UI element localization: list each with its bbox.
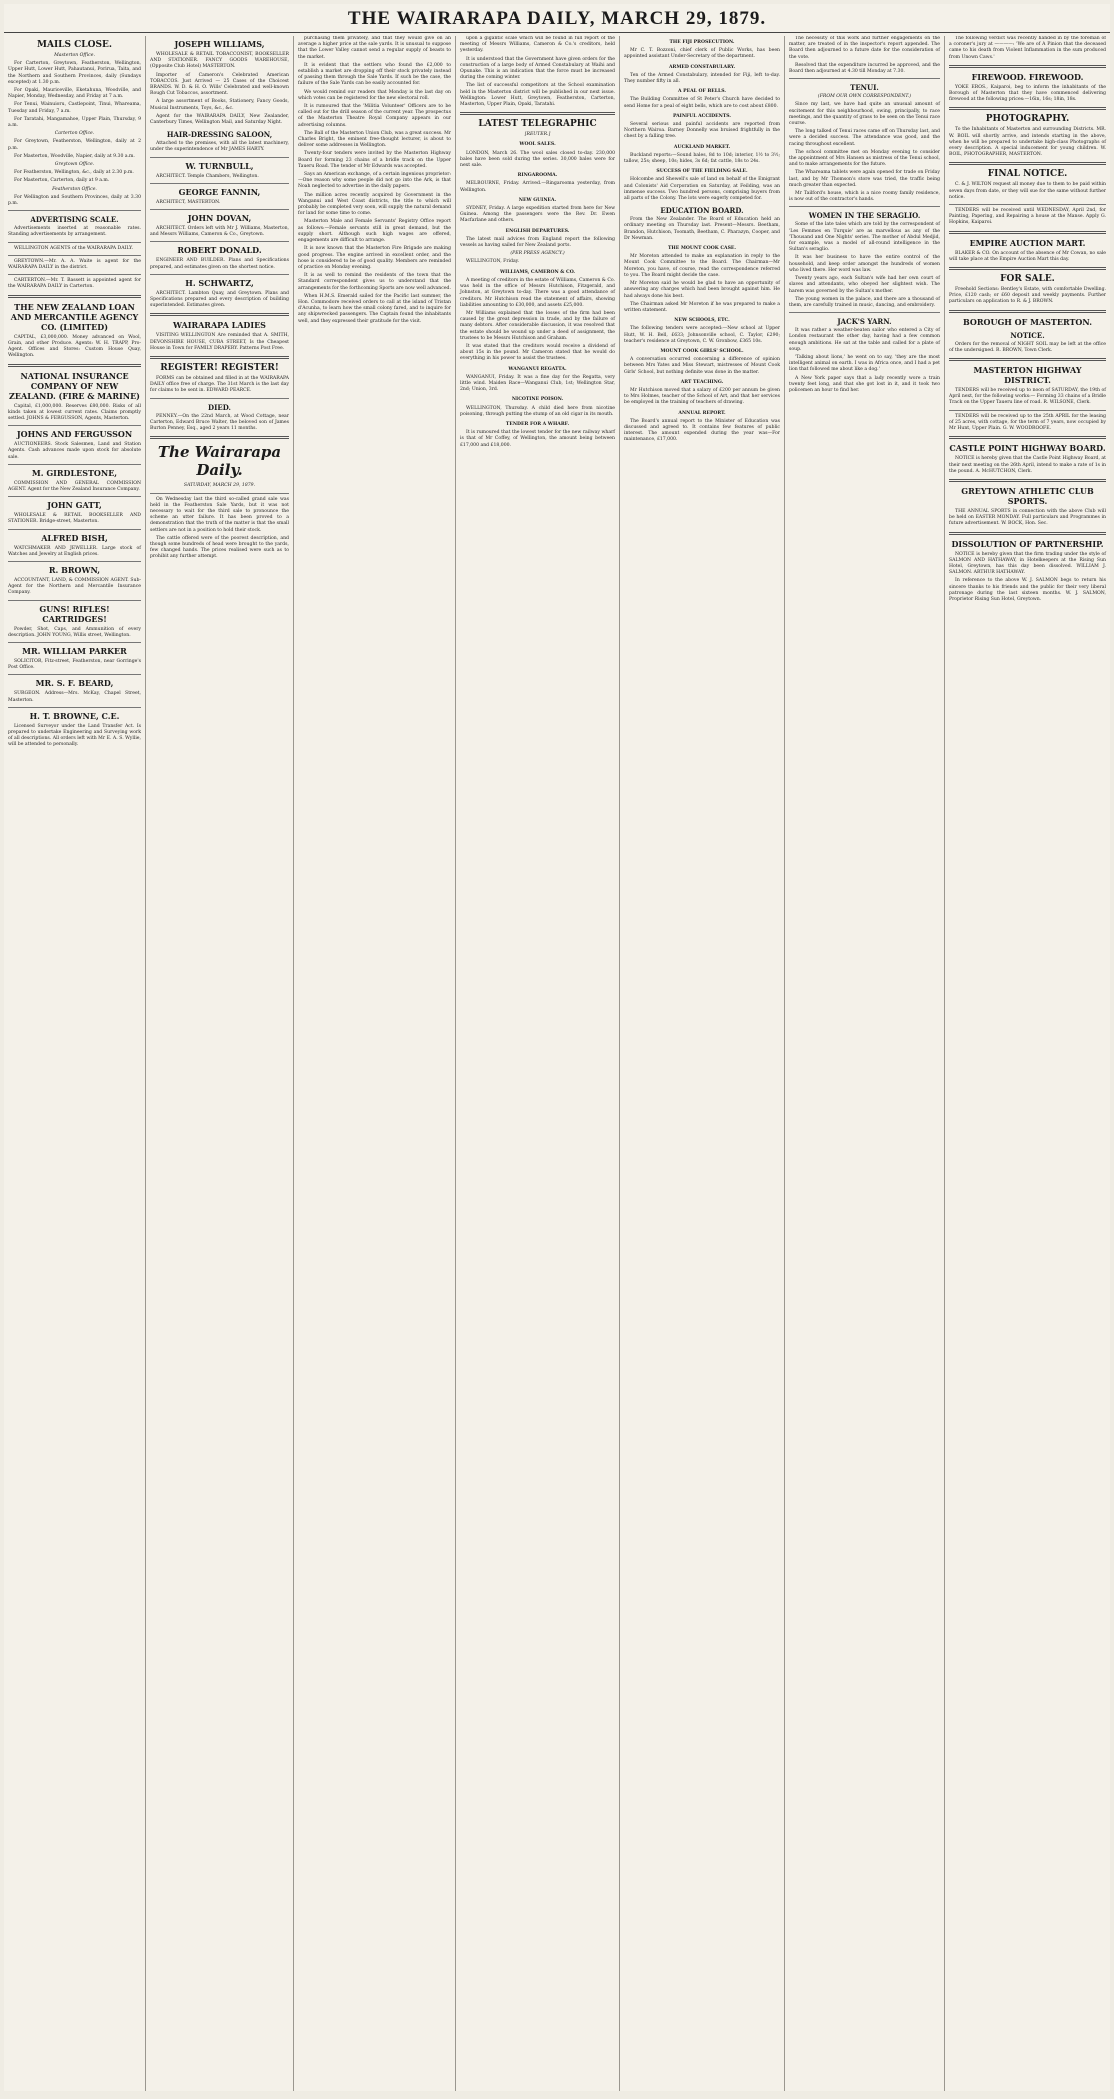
schwartz-heading: H. SCHWARTZ, xyxy=(185,277,254,288)
divider xyxy=(8,255,141,256)
bish-heading: ALFRED BISH, xyxy=(41,532,108,543)
paragraph: ARCHITECT. Temple Chambers, Wellington. xyxy=(156,173,259,179)
correspondent-label: (FROM OUR OWN CORRESPONDENT.) xyxy=(817,94,912,100)
paragraph: Mr Moreton said he would be glad to have an opportunity of answering any charges which had been brought against him. He had always done his best. xyxy=(624,281,780,299)
column-3 xyxy=(294,36,456,2091)
divider xyxy=(8,464,141,465)
hair-saloon-heading: HAIR-DRESSING SALOON, xyxy=(166,130,273,140)
paragraph: For Wellington and Southern Provinces, daily at 3.30 p.m. xyxy=(8,194,141,207)
divider xyxy=(150,274,289,275)
paragraph: The million acres recently acquired by Government in the Wanganui and West Coast districts, the title to which will probably be completed very soon, will supply the natural demand for land for some time to come. xyxy=(298,192,451,217)
paragraph: When H.M.S. Emerald sailed for the Pacific last summer, the Hon. Commodore received orders to call at the island of Tristan d'Acunha, to learn how the small colony fared, and to inquire for any shipwrecked passengers. The Captain found the inhabitants well, and they expressed their gratitude for the visit. xyxy=(298,293,451,324)
paragraph: It is now known that the Masterton Fire Brigade are making good progress. The engine arrived in excellent order, and the hose is considered to be of good quality. Members are reminded of practice on Monday evening. xyxy=(298,246,451,270)
dateline: WELLINGTON, Friday. xyxy=(466,259,520,265)
divider xyxy=(150,241,289,242)
paragraph: SYDNEY, Friday. A large expedition started from here for New Guinea. Among the passengers were the Rev. Dr. Ewen Macfarlane and others. xyxy=(460,206,615,224)
peal-of-bells-heading: A PEAL OF BELLS. xyxy=(678,89,726,95)
column-7 xyxy=(945,36,1110,2091)
paragraph: ARCHITECT, MASTERTON. xyxy=(156,199,221,205)
column-6 xyxy=(785,36,945,2091)
paragraph: It was rather a weather-beaten sailor who entered a City of London restaurant the other day, having had a few common enough ambitions. He sat at the table and called for a plate of soup. xyxy=(789,328,940,352)
paragraph: ARCHITECT. Orders left with Mr J. Williams, Masterton, and Messrs Williams, Cameron & Co., Greytown. xyxy=(150,226,289,238)
paragraph: ACCOUNTANT, LAND, & COMMISSION AGENT. Sub-Agent for the Northern and Mercantile Insurance Company. xyxy=(8,577,141,596)
paragraph: It was her business to have the entire control of the household, and keep order amongst the hundreds of women who lived there. Her word was law. xyxy=(789,255,940,273)
paragraph: Says an American exchange, of a certain ingenious proprietor:—One reason why some people did not go into the Ark, is that Noah neglected to advertise in the daily papers. xyxy=(298,172,451,190)
paragraph: NOTICE is hereby given that the firm trading under the style of SALMON AND HATHAWAY, in Hotelkeepers at the Rising Sun Hotel, Greytown, has this day been dissolved. WILLIAM J. SALMON. ARTHUR HATHAWAY. xyxy=(949,551,1106,576)
paragraph: It is as well to remind the residents of the town that the Standard correspondent gives us to understand that the arrangements for the forthcoming Sports are now well advanced. xyxy=(298,273,451,291)
ladies-heading: WAIRARAPA LADIES xyxy=(173,320,266,331)
donald-heading: ROBERT DONALD. xyxy=(177,245,262,256)
divider xyxy=(8,274,141,275)
paragraph: Buckland reports:—Sound bales, 8d to 10d; interior, 1½ to 3½; tallow, 25s; sheep, 10s; hides, 3s 6d; fat cattle, 18s to 24s. xyxy=(624,152,780,165)
paragraph: For Masterton, Woodville, Napier, daily at 9.30 a.m. xyxy=(14,153,135,159)
columns xyxy=(4,36,1110,2091)
mount-cook-heading: THE MOUNT COOK CASE. xyxy=(667,246,737,252)
paragraph: Powder, Shot, Caps, and Ammunition of every description. JOHN YOUNG, Willis street, Wellington. xyxy=(8,626,141,638)
national-insurance-heading: NATIONAL INSURANCE COMPANY OF NEW ZEALAND. (FIRE & MARINE) xyxy=(9,370,140,401)
dovan-heading: JOHN DOVAN, xyxy=(187,213,252,224)
paragraph: Mr Hutchison moved that a salary of £200 per annum be given to Mrs Holmes, teacher of the School of Art, and that her services be employed in the training of teachers of drawing. xyxy=(624,387,780,406)
athletic-sports-heading: GREYTOWN ATHLETIC CLUB SPORTS. xyxy=(961,485,1094,506)
paragraph: Several serious and painful accidents are reported from Northern Wairoa. Barney Donnelly was bruised frightfully in the chest by a falling tree. xyxy=(624,122,780,140)
painful-accidents-heading: PAINFUL ACCIDENTS. xyxy=(672,113,731,119)
divider xyxy=(150,493,289,494)
divider xyxy=(150,436,289,439)
divider xyxy=(150,313,289,316)
paragraph: WANGANUI, Friday. It was a fine day for the Regatta, very little wind. Maiden Race—Wanganui Club, 1st; Wellington Star, 2nd; Union, 3rd. xyxy=(460,374,615,393)
paragraph: Licensed Surveyor under the Land Transfer Act. Is prepared to undertake Engineering and Surveying work of all descriptions. All orders left with Mr E. A. S. Wyllie, will be attended to personally. xyxy=(8,723,141,748)
paragraph: Agent for the WAIRARAPA DAILY, New Zealander, Canterbury Times, Wellington Mail, and Saturday Night. xyxy=(150,113,289,126)
paragraph: SOLICITOR, Fitz-street, Featherston, near Gorringe's Post Office. xyxy=(8,658,141,671)
paragraph: YOKE EROS., Kaiparoi, beg to inform the inhabitants of the Borough of Masterton that they have commenced delivering firewood at the following prices:—16in, 16s; 18in, 18s. xyxy=(949,84,1106,103)
paragraph: NOTICE is hereby given that the Castle Point Highway Board, at their next meeting on the 26th April, intend to make a rate of 1s in the pound. A. McHUTCHON, Clerk. xyxy=(949,456,1106,474)
issue-date: SATURDAY, MARCH 29, 1879. xyxy=(183,483,256,489)
paragraph: WHOLESALE & RETAIL BOOKSELLER AND STATIONER. Bridge-street, Masterton. xyxy=(8,513,141,525)
paragraph: VISITING WELLINGTON Are reminded that A. SMITH, DEVONSHIRE HOUSE, CUBA STREET, Is the Cheapest House in Town for FAMILY DRAPERY. Patterns Post Free. xyxy=(150,333,289,351)
column-1 xyxy=(4,36,146,2091)
paragraph: We would remind our readers that Monday is the last day on which votes can be registered for the new electoral roll. xyxy=(298,89,451,101)
paragraph: For Opaki, Mauriceville, Eketahuna, Woodville, and Napier, Monday, Wednesday, and Friday at 7 a.m. xyxy=(8,88,141,100)
brown-heading: R. BROWN, xyxy=(48,564,101,575)
paragraph: WHOLESALE & RETAIL TOBACCONIST, BOOKSELLER AND STATIONER. FANCY GOODS WAREHOUSE, (Opposite Club Hotel) MASTERTON. xyxy=(150,52,289,70)
divider xyxy=(949,358,1106,361)
latest-telegraphic-heading: LATEST TELEGRAPHIC xyxy=(478,119,597,130)
education-board-heading: EDUCATION BOARD. xyxy=(660,206,744,216)
divider xyxy=(949,479,1106,482)
paragraph: Advertisements inserted at reasonable rates. Standing advertisements by arrangement. xyxy=(8,226,141,238)
paragraph: It was stated that the creditors would receive a dividend of about 15s in the pound. Mr Cameron stated that he would do everything in his power to assist the trustees. xyxy=(460,343,615,362)
paragraph: WELLINGTON AGENTS of the WAIRARAPA DAILY. xyxy=(14,245,134,251)
divider xyxy=(789,312,940,313)
new-schools-heading: NEW SCHOOLS, ETC. xyxy=(674,318,730,324)
for-sale-heading: FOR SALE. xyxy=(1000,274,1055,285)
newspaper-page xyxy=(4,4,1110,2091)
paragraph: A meeting of creditors in the estate of Williams, Cameron & Co. was held in the office of Messrs Hutchison, Fitzgerald, and Johnston, at Greytown to-day. There was a good attendance of creditors. Mr Hutchison read the statement of affairs, showing liabilities amounting to £30,000, and assets £25,000. xyxy=(460,277,615,308)
empire-auction-heading: EMPIRE AUCTION MART. xyxy=(969,237,1086,248)
seraglio-heading: WOMEN IN THE SERAGLIO. xyxy=(808,211,921,221)
paragraph: Mr Williams explained that the losses of the firm had been caused by the great depression in trade, and by the failure of many debtors. After considerable discussion, it was resolved that the estate should be wound up under a deed of assignment, the trustees to be Messrs Hutchison and Graham. xyxy=(460,310,615,341)
art-teaching-heading: ART TEACHING. xyxy=(680,379,724,385)
wcc-heading: WILLIAMS, CAMERON & CO. xyxy=(499,269,576,275)
paragraph: The following verdict was recently handed in by the foreman of a coroner's jury at ————: 'We are of A Pinion that the deceased came to his death from Violent Inflammation in the sum produced from Unown Caws.' xyxy=(949,36,1106,60)
paragraph: The latest mail advices from England report the following vessels as having sailed for New Zealand ports. xyxy=(460,236,615,249)
paragraph: Mr Moreton attended to make an explanation in reply to the Mount Cook Committee to the Board. The Chairman—Mr Moreton, you have, of course, read the correspondence referred to you. The Board might decide the case. xyxy=(624,254,780,278)
williams-heading: JOSEPH WILLIAMS, xyxy=(174,39,265,49)
masthead-title: THE WAIRARAPA DAILY, MARCH 29, 1879. xyxy=(347,8,767,29)
paragraph: BLAKER & CO. On account of the absence of Mr Cowan, no sale will take place at the Empire Auction Mart this day. xyxy=(949,250,1106,262)
divider xyxy=(150,183,289,184)
paragraph: LONDON, March 26. The wool sales closed to-day. 230,000 bales have been sold during the series. 30,000 bales were for next sale. xyxy=(460,150,615,169)
jacks-yarn-heading: JACK'S YARN. xyxy=(837,317,892,327)
browne-heading: H. T. BROWNE, C.E. xyxy=(29,710,120,721)
advertising-heading: ADVERTISING SCALE. xyxy=(30,215,119,225)
paragraph: The school committee met on Monday evening to consider the appointment of Mrs Hansen as mistress of the Tenui school, and to make arrangements for the future. xyxy=(789,149,940,168)
paragraph: TENDERS will be received up to the 25th APRIL for the leasing of 25 acres, with cottage, for the term of 7 years, now occupied by Mr Hunt, Upper Plain. G. W. WOODROOFE. xyxy=(949,413,1106,432)
final-notice-heading: FINAL NOTICE. xyxy=(987,169,1068,180)
tenui-heading: TENUI. xyxy=(850,83,879,93)
paragraph: It is rumoured that the 'Militia Volunteer' Officers are to be called out for the drill season of the current year. The prospectus of the Masterton Theatre Royal Company appears in our advertising columns. xyxy=(298,104,451,128)
paragraph: TENDERS will be received up to noon of SATURDAY, the 19th of April next, for the following works:— Forming 33 chains of a Bridle Track on the Upper Taueru line of road. R. WILSONE, Clerk. xyxy=(949,388,1106,406)
notice-heading: NOTICE. xyxy=(1010,330,1045,340)
girls-school-heading: MOUNT COOK GIRLS' SCHOOL. xyxy=(660,348,744,354)
fiji-heading: THE FIJI PROSECUTION. xyxy=(669,40,735,45)
paragraph: The Chairman asked Mr Moreton if he was prepared to make a written statement. xyxy=(624,301,780,313)
divider xyxy=(8,425,141,426)
divider xyxy=(8,707,141,708)
nicotine-heading: NICOTINE POISON. xyxy=(511,397,564,403)
paragraph: CAPITAL, £3,000,000. Money advanced on Wool, Grain, and other Produce. Agents: W. H. TRAPP, Pro-Agent. Offices and Stores: Custom House Quay, Wellington. xyxy=(8,334,141,359)
paragraph: AUCTIONEERS. Stock Salesmen, Land and Station Agents. Cash advances made upon stock for absolute sale. xyxy=(8,442,141,460)
paragraph: For Featherston, Wellington, &c., daily at 2.30 p.m. xyxy=(14,170,134,176)
paragraph: CARTERTON.—Mr. T. Bassett is appointed agent for the WAIRARAPA DAILY in Carterton. xyxy=(8,278,141,290)
divider xyxy=(8,561,141,562)
column-2 xyxy=(146,36,294,2091)
paragraph: Importer of Cameron's Celebrated American TOBACCOS. Just Arrived — 25 Cases of the Choicest BRANDS. W. D. & H. O. Wills' Celebrated and well-known Rough Cut Tobaccos, assortment. xyxy=(150,72,289,97)
paragraph: Capital, £1,000,000. Reserves £80,000. Risks of all kinds taken at lowest current rates. Claims promptly settled. JOHNS & FERGUSSON, Agents, Masterton. xyxy=(8,403,141,421)
paragraph: In reference to the above W. J. SALMON begs to return his sincere thanks to his friends and the public for their very liberal patronage during the last sixteen months. W. J. SALMON, Proprietor Rising Sun Hotel, Greytown. xyxy=(949,578,1106,602)
girdlestone-heading: M. GIRDLESTONE, xyxy=(31,467,118,478)
paragraph: The Whareama tablets were again opened for trade on Friday last, and by Mr Thomson's store was tried, the traffic being much greater than expected. xyxy=(789,170,940,188)
paragraph: For Greytown, Featherston, Wellington, daily at 2 p.m. xyxy=(8,139,141,151)
paragraph: On Wednesday last the third so-called grand sale was held in the Featherston Sale Yards, but it was not necessary to wait for the third sale to pronounce the scheme an utter failure. It has been proved to a demonstration that the truth of the matter is that the small settlers are not in a position to hold their stock. xyxy=(150,496,289,533)
divider xyxy=(8,642,141,643)
paragraph: COMMISSION AND GENERAL COMMISSION AGENT. Agent for the New Zealand Insurance Company. xyxy=(8,480,141,492)
paragraph: Resolved that the expenditure incurred be approved, and the Board then adjourned at 4.30 till Monday at 7.30. xyxy=(789,62,940,75)
divider xyxy=(949,65,1106,68)
paragraph: Since my last, we have had quite an unusual amount of excitement for this neighbourhood, owing, principally, to race meetings, and the quantity of grass to be seen on the Tenui race course. xyxy=(789,102,940,127)
paragraph: The list of successful competitors at the School examination held in the Masterton district will be published in our next issue. Wellington: Lower Hutt, Greytown, Featherston, Carterton, Masterton, Upper Plain, Opaki, Taratahi. xyxy=(460,83,615,108)
annual-report-heading: ANNUAL REPORT. xyxy=(678,410,726,416)
divider xyxy=(150,356,289,359)
paragraph: FORMS can be obtained and filled in at the WAIRARAPA DAILY office free of charge. The 31st March is the last day for claims to be sent in. EDWARD PEARCE. xyxy=(150,376,289,394)
paragraph: For Carterton, Greytown, Featherston, Wellington, Upper Hutt, Lower Hutt, Pahautanui, Porirua, Taita, and the Northern and Southern Provinces, daily (Sundays excepted) at 1.30 p.m. xyxy=(8,61,141,85)
featherston-office-heading: Featherston Office. xyxy=(52,186,97,192)
paragraph: 'Talking about lions,' he went on to say, 'they are the most intelligent animal on earth. I was in Africa once, and I had a pet lion that followed me about like a dog.' xyxy=(789,354,940,373)
divider xyxy=(949,532,1106,535)
divider xyxy=(949,410,1106,411)
paragraph: From the New Zealander. The Board of Education held an ordinary meeting on Thursday last. Present—Messrs. Beetham, Brandon, Hutchison, Toomath, Beetham, C. Pharazyn, Cooper, and Dr Newman. xyxy=(624,217,780,241)
turnbull-heading: W. TURNBULL, xyxy=(185,160,254,171)
paragraph: WATCHMAKER AND JEWELLER. Large stock of Watches and Jewelry at English prices. xyxy=(8,545,141,557)
wool-sales-heading: WOOL SALES. xyxy=(519,142,556,148)
paragraph: It is rumoured that the lowest tender for the new railway wharf is that of Mr Coffey, of Wellington, the amount being between £17,000 and £18,000. xyxy=(460,430,615,448)
paragraph: MELBOURNE, Friday. Arrived.—Ringarooma yesterday, from Wellington. xyxy=(460,181,615,193)
paragraph: THE ANNUAL SPORTS in connection with the above Club will be held on EASTER MONDAY. Full particulars and Programmes in future advertisement. W. BOCK, Hon. Sec. xyxy=(949,508,1106,527)
paragraph: To the Inhabitants of Masterton and surrounding Districts. MR. W. BOIL will shortly arrive, and intends starting in the above, when he will be prepared to undertake high-class Photographs of every description. A special inducement for young children. W. BOIL, PHOTOGRAPHER, MASTERTON. xyxy=(949,127,1106,158)
johns-fergusson-heading: JOHNS AND FERGUSSON xyxy=(16,429,133,440)
column-5 xyxy=(620,36,785,2091)
divider xyxy=(150,398,289,399)
borough-heading: BOROUGH OF MASTERTON. xyxy=(963,316,1092,327)
parker-heading: MR. WILLIAM PARKER xyxy=(22,645,127,656)
paragraph: Twenty-four tenders were invited by the Masterton Highway Board for forming 23 chains of a bridle track on the Upper Taueru Road. The tender of Mr Edwards was accepted. xyxy=(298,151,451,169)
paragraph: WELLINGTON, Thursday. A child died here from nicotine poisoning, through putting the stump of an old cigar in its mouth. xyxy=(460,405,615,417)
wharf-heading: TENDER FOR A WHARF. xyxy=(505,421,570,427)
ringarooma-heading: RINGAROOMA. xyxy=(517,173,558,179)
divider xyxy=(150,157,289,158)
paragraph: The young women in the palace, and there are a thousand of them, are carefully trained in music, dancing, and embroidery. xyxy=(789,296,940,308)
paragraph: The cattle offered were of the poorest description, and though some hundreds of head were brought to the yards, few changed hands. The prices realised were such as to prohibit any further attempt. xyxy=(150,535,289,560)
paragraph: The necessity of this work and further engagements on the matter, are treated of in the inspector's report appended. The Board then adjourned to a future date for the consideration of the vote. xyxy=(789,36,940,60)
divider xyxy=(460,112,615,115)
register-heading: REGISTER! REGISTER! xyxy=(160,363,279,374)
dissolution-heading: DISSOLUTION OF PARTNERSHIP. xyxy=(951,538,1104,549)
paragraph: For Masterton, Carterton, daily at 9 a.m. xyxy=(14,178,110,184)
paragraph: Mr C. T. Bozzoni, chief clerk of Public Works, has been appointed assistant Under-Secretary of the department. xyxy=(624,48,780,60)
paragraph: The Ball of the Masterton Union Club, was a great success. Mr Charles Bright, the eminent free-thought lecturer, is about to deliver some addresses in Wellington. xyxy=(298,130,451,149)
paragraph: Mr Tailford's house, which is a nice roomy family residence, is now out of the contractor's hands. xyxy=(789,191,940,203)
died-heading: DIED. xyxy=(208,402,231,412)
paragraph: TENDERS will be received until WEDNESDAY, April 2nd, for Painting, Papering, and Repairing a house at the Manse. Apply G. Hopkins, Kaiparoi. xyxy=(949,208,1106,226)
new-guinea-heading: NEW GUINEA. xyxy=(518,197,557,203)
divider xyxy=(949,310,1106,313)
paragraph: Freehold Sections: Bentley's Estate, with comfortable Dwelling. Price, £120 cash; or £60 deposit and weekly payments. Further particulars on application to R. & J. BROWN. xyxy=(949,287,1106,305)
mails-close-heading: MAILS CLOSE. xyxy=(37,40,112,50)
divider xyxy=(8,295,141,298)
english-departures-heading: ENGLISH DEPARTURES. xyxy=(505,228,570,234)
fannin-heading: GEORGE FANNIN, xyxy=(178,186,261,197)
divider xyxy=(8,496,141,497)
divider xyxy=(949,107,1106,110)
masterton-office-heading: Masterton Office. xyxy=(54,53,95,58)
guns-heading: GUNS! RIFLES! CARTRIDGES! xyxy=(39,603,110,624)
divider xyxy=(949,436,1106,439)
divider xyxy=(949,204,1106,205)
paragraph: The following tenders were accepted:—New school at Upper Hutt, W. H. Bell, £633; Johnsonville school, C. Taylor, £290; teacher's residence at Greytown, C. W. Gronbow, £365 10s. xyxy=(624,326,780,344)
paragraph: A conversation occurred concerning a difference of opinion between Mrs Yates and Miss Stewart, mistresses of Mount Cook Girls' School, but nothing definite was done in the matter. xyxy=(624,357,780,375)
armed-constabulary-heading: ARMED CONSTABULARY. xyxy=(668,64,736,70)
firewood-heading: FIREWOOD. FIREWOOD. xyxy=(971,71,1084,82)
divider xyxy=(150,209,289,210)
divider xyxy=(789,206,940,207)
masthead xyxy=(4,6,1110,33)
greytown-office-heading: Greytown Office. xyxy=(54,162,95,168)
paragraph: PENNEY.—On the 22nd March, at Wood Cottage, near Carterton, Edward Bruce Walter, the beloved son of James Burton Penney, Esq., aged 2 years 11 months. xyxy=(150,413,289,432)
column-4 xyxy=(456,36,620,2091)
nz-loan-heading: THE NEW ZEALAND LOAN AND MERCANTILE AGENCY CO. (LIMITED) xyxy=(10,301,139,332)
reuter-label: [REUTER.] xyxy=(524,132,551,138)
paragraph: Some of the late tales which are told by the correspondent of 'Les Femmes en Turquie' are as marvellous as any of the 'Thousand and One Nights' series. The mother of Abdul Medjid, for example, was a model of all-round intelligence in the Sultan's seraglio. xyxy=(789,222,940,253)
paragraph: Orders for the removal of NIGHT SOIL may be left at the office of the undersigned. R. BROWN, Town Clerk. xyxy=(949,341,1106,353)
beard-heading: MR. S. F. BEARD, xyxy=(35,678,114,689)
paragraph: Attached to the premises, with all the latest machinery, under the superintendence of Mr JAMES HARTY. xyxy=(150,141,289,153)
paragraph: The Building Committee of St Peter's Church have decided to send Home for a peal of eight bells, which are to cost about £800. xyxy=(624,97,780,109)
paragraph: Ten of the Armed Constabulary, intended for Fiji, left to-day. They number fifty in all. xyxy=(624,72,780,85)
paragraph: C. & J. WILTON request all money due to them to be paid within seven days from date, or they will sue for the same without further notice. xyxy=(949,182,1106,200)
highway-district-heading: MASTERTON HIGHWAY DISTRICT. xyxy=(973,365,1082,386)
paragraph: upon a gigantic scale which will be found in full report of the meeting of Messrs Williams, Cameron & Co.'s creditors, held yesterday. xyxy=(460,36,615,54)
auckland-market-heading: AUCKLAND MARKET. xyxy=(673,144,731,150)
divider xyxy=(8,600,141,601)
paragraph: A New York paper says that a lady recently wore a train twenty feet long, and that she got lost in it, and it took two policemen an hour to find her. xyxy=(789,375,940,393)
fielding-sale-heading: SUCCESS OF THE FIELDING SALE. xyxy=(656,169,748,175)
paragraph: Holcombe and Shewell's sale of land on behalf of the Emigrant and Colonists' Aid Corporation on Saturday, at Feilding, was an immense success. Two hundred persons, comprising buyers from all parts of the Colony. The lots were eagerly competed for. xyxy=(624,177,780,202)
divider xyxy=(949,162,1106,165)
paragraph: For Tenui, Wainuioru, Castlepoint, Tinui, Whareama, Tuesday and Friday, 7 a.m. xyxy=(8,102,141,114)
divider xyxy=(8,242,141,243)
paragraph: It is understood that the Government have given orders for the construction of a large body of Armed Constabulary at Waihi and Opunake. This is an indication that the force must be increased during the coming winter. xyxy=(460,56,615,81)
photography-heading: PHOTOGRAPHY. xyxy=(985,114,1070,125)
paragraph: purchasing them privately, and that they would give on an average a higher price at the sale yards. It is unusual to suppose that the Lower Valley cannot send a regular supply of beasts to the market. xyxy=(298,36,451,60)
gatt-heading: JOHN GATT, xyxy=(47,500,102,511)
regatta-heading: WANGANUI REGATTA. xyxy=(508,366,567,372)
divider xyxy=(949,267,1106,270)
paragraph: The Board's annual report to the Minister of Education was discussed and agreed to. It contains few features of public interest. The amount expended during the year was—For maintenance, £17,000. xyxy=(624,418,780,443)
press-agency-label: (PER PRESS AGENCY.) xyxy=(510,251,565,257)
paragraph: A large assortment of Books, Stationery, Fancy Goods, Musical Instruments, Toys, &c., &c. xyxy=(150,99,289,111)
carterton-office-heading: Carterton Office. xyxy=(54,131,95,137)
divider xyxy=(8,529,141,530)
nameplate: The Wairarapa Daily. xyxy=(157,443,282,480)
divider xyxy=(8,210,141,211)
divider xyxy=(8,364,141,367)
divider xyxy=(789,78,940,79)
divider xyxy=(8,674,141,675)
paragraph: It is evident that the settlers who found the £2,000 to establish a market are dropping off their stock privately instead of passing them through the Sale Yards. If such be the case, the failure of the Sale Yards can be easily accounted for. xyxy=(298,62,451,87)
paragraph: ENGINEER AND BUILDER. Plans and Specifications prepared, and estimates given on the shortest notice. xyxy=(150,258,289,270)
paragraph: GREYTOWN.—Mr. A. A. Waite is agent for the WAIRARAPA DAILY in the district. xyxy=(8,258,141,271)
paragraph: ARCHITECT. Lambton Quay, and Greytown. Plans and Specifications prepared and every description of building superintended. Estimates given. xyxy=(150,290,289,309)
paragraph: Masterton Male and Female Servants' Registry Office report as follows:—Female servants still in great demand, but the supply short. Although such high wages are offered, engagements are difficult to arrange. xyxy=(298,219,451,244)
paragraph: SURGEON. Address—Mrs. McKay, Chapel Street, Masterton. xyxy=(8,691,141,703)
paragraph: The long talked of Tenui races came off on Thursday last, and were a decided success. The attendance was good, and the racing throughout excellent. xyxy=(789,129,940,147)
paragraph: Twenty years ago, each Sultan's wife had her own court of slaves and attendants, who obeyed her slightest wish. The harem was governed by the Sultan's mother. xyxy=(789,276,940,294)
divider xyxy=(949,231,1106,234)
castle-point-heading: CASTLE POINT HIGHWAY BOARD. xyxy=(949,443,1106,454)
paragraph: For Taratahi, Mangamahoe, Upper Plain, Thursday, 9 a.m. xyxy=(8,116,141,129)
